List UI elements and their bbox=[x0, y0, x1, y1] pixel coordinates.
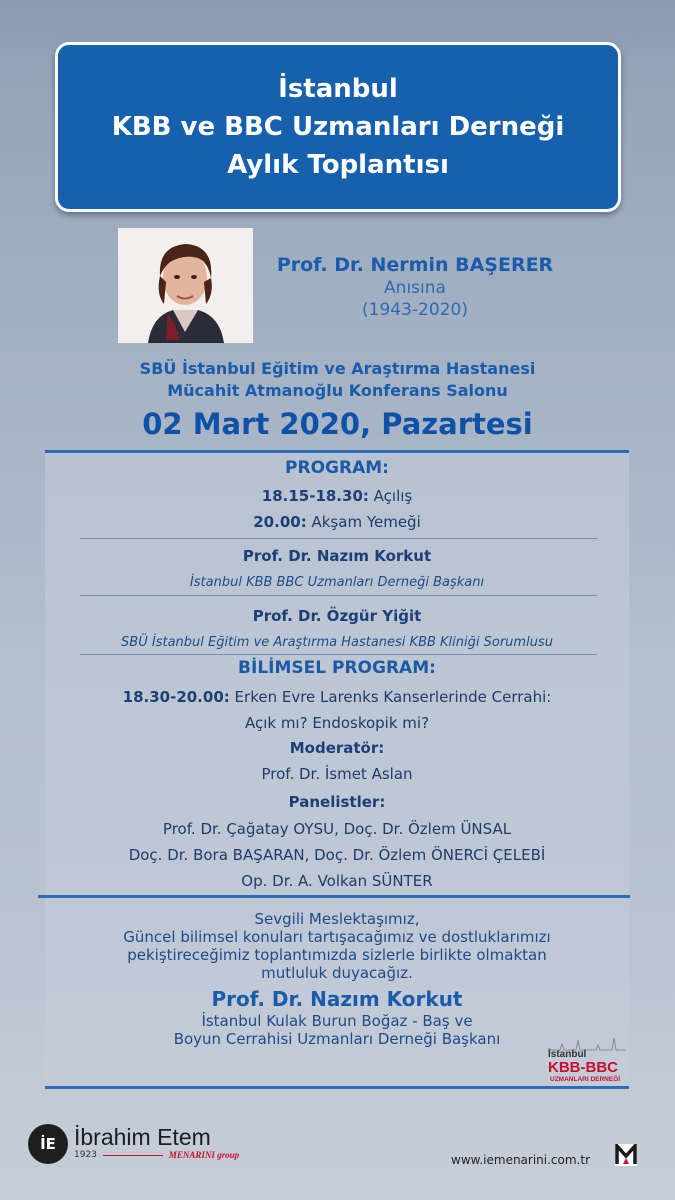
brand-year: 1923 bbox=[74, 1150, 97, 1160]
opening-time: 18.15-18.30: bbox=[261, 487, 369, 505]
divider bbox=[80, 595, 597, 596]
closing-block bbox=[45, 910, 629, 1048]
signature-name: Prof. Dr. Nazım Korkut bbox=[211, 987, 463, 1011]
scientific-heading-row bbox=[45, 658, 629, 678]
speaker1-title-row bbox=[45, 571, 629, 590]
venue-hall: Mücahit Atmanoğlu Konferans Salonu bbox=[167, 381, 508, 400]
memorial-years: (1943-2020) bbox=[362, 300, 468, 320]
scientific-heading: BİLİMSEL PROGRAM: bbox=[238, 658, 436, 678]
panelist-line: Op. Dr. A. Volkan SÜNTER bbox=[241, 872, 433, 890]
panelists-label-row bbox=[45, 792, 629, 811]
divider bbox=[80, 654, 597, 655]
panel-middle-rule bbox=[38, 895, 630, 898]
memorial-block bbox=[255, 253, 575, 321]
kbb-bbc-logo bbox=[546, 1036, 628, 1086]
speaker1-title: İstanbul KBB BBC Uzmanları Derneği Başkanı bbox=[189, 575, 485, 590]
speaker2-title-row bbox=[45, 631, 629, 650]
moderator-name: Prof. Dr. İsmet Aslan bbox=[261, 765, 413, 783]
dinner-time: 20.00: bbox=[253, 513, 307, 531]
footer-url[interactable]: www.iemenarini.com.tr bbox=[451, 1153, 591, 1167]
program-heading: PROGRAM: bbox=[285, 458, 389, 478]
closing-line: mutluluk duyacağız. bbox=[261, 964, 413, 982]
memorial-name: Prof. Dr. Nermin BAŞERER bbox=[276, 254, 554, 276]
program-opening-row bbox=[45, 486, 629, 505]
dinner-label: Akşam Yemeği bbox=[311, 513, 421, 531]
kbb-logo-city: İstanbul bbox=[548, 1049, 587, 1060]
opening-label: Açılış bbox=[373, 487, 413, 505]
program-dinner-row bbox=[45, 512, 629, 531]
title-line-association: KBB ve BBC Uzmanları Derneği bbox=[111, 112, 565, 142]
panel-top-rule bbox=[45, 450, 629, 453]
memorial-anisina: Anısına bbox=[384, 278, 446, 298]
kbb-logo-sub: UZMANLARI DERNEĞİ bbox=[550, 1076, 621, 1083]
panel-bottom-rule bbox=[45, 1086, 629, 1089]
portrait-illustration bbox=[118, 228, 253, 343]
title-line-city: İstanbul bbox=[278, 74, 398, 104]
brand-group: MENARINI group bbox=[168, 1150, 240, 1160]
venue-block bbox=[0, 358, 675, 444]
event-date: 02 Mart 2020, Pazartesi bbox=[142, 407, 533, 441]
closing-line: Güncel bilimsel konuları tartışacağımız ve dostluklarımızı bbox=[123, 928, 551, 946]
panelist-line: Doç. Dr. Bora BAŞARAN, Doç. Dr. Özlem ÖNERCİ ÇELEBİ bbox=[128, 846, 546, 864]
panelists-label: Panelistler: bbox=[288, 793, 386, 811]
ibrahim-etem-brand bbox=[74, 1124, 239, 1160]
signature-title: İstanbul Kulak Burun Boğaz - Baş ve bbox=[201, 1012, 473, 1030]
divider bbox=[80, 538, 597, 539]
title-line-meeting: Aylık Toplantısı bbox=[227, 150, 449, 180]
portrait-photo bbox=[118, 228, 253, 343]
panelists-row bbox=[45, 871, 629, 890]
scientific-topic-row2 bbox=[45, 713, 629, 732]
menarini-m-icon bbox=[615, 1144, 637, 1166]
speaker2-name-row bbox=[45, 606, 629, 625]
scientific-topic-line2: Açık mı? Endoskopik mi? bbox=[244, 714, 430, 732]
scientific-time: 18.30-20.00: bbox=[122, 688, 230, 706]
title-box bbox=[55, 42, 621, 212]
speaker2-title: SBÜ İstanbul Eğitim ve Araştırma Hastanesi KBB Kliniği Sorumlusu bbox=[121, 635, 553, 650]
closing-line: Sevgili Meslektaşımız, bbox=[254, 910, 420, 928]
ie-logo-mark: İE bbox=[28, 1124, 68, 1164]
panelists-row bbox=[45, 819, 629, 838]
program-heading-row bbox=[45, 458, 629, 478]
panelist-line: Prof. Dr. Çağatay OYSU, Doç. Dr. Özlem ÜNSAL bbox=[162, 820, 512, 838]
speaker2-name: Prof. Dr. Özgür Yiğit bbox=[252, 607, 422, 625]
panelists-row bbox=[45, 845, 629, 864]
scientific-topic-row bbox=[45, 687, 629, 706]
brand-name: İbrahim Etem bbox=[74, 1124, 211, 1150]
signature-title: Boyun Cerrahisi Uzmanları Derneği Başkanı bbox=[173, 1030, 501, 1048]
speaker1-name-row bbox=[45, 546, 629, 565]
moderator-label-row bbox=[45, 738, 629, 757]
speaker1-name: Prof. Dr. Nazım Korkut bbox=[242, 547, 432, 565]
moderator-label: Moderatör: bbox=[289, 739, 385, 757]
venue-hospital: SBÜ İstanbul Eğitim ve Araştırma Hastanesi bbox=[139, 359, 536, 378]
scientific-topic-line1: Erken Evre Larenks Kanserlerinde Cerrahi: bbox=[234, 688, 552, 706]
closing-line: pekiştireceğimiz toplantımızda sizlerle birlikte olmaktan bbox=[127, 946, 547, 964]
kbb-logo-name: KBB-BBC bbox=[548, 1059, 618, 1076]
moderator-row bbox=[45, 764, 629, 783]
